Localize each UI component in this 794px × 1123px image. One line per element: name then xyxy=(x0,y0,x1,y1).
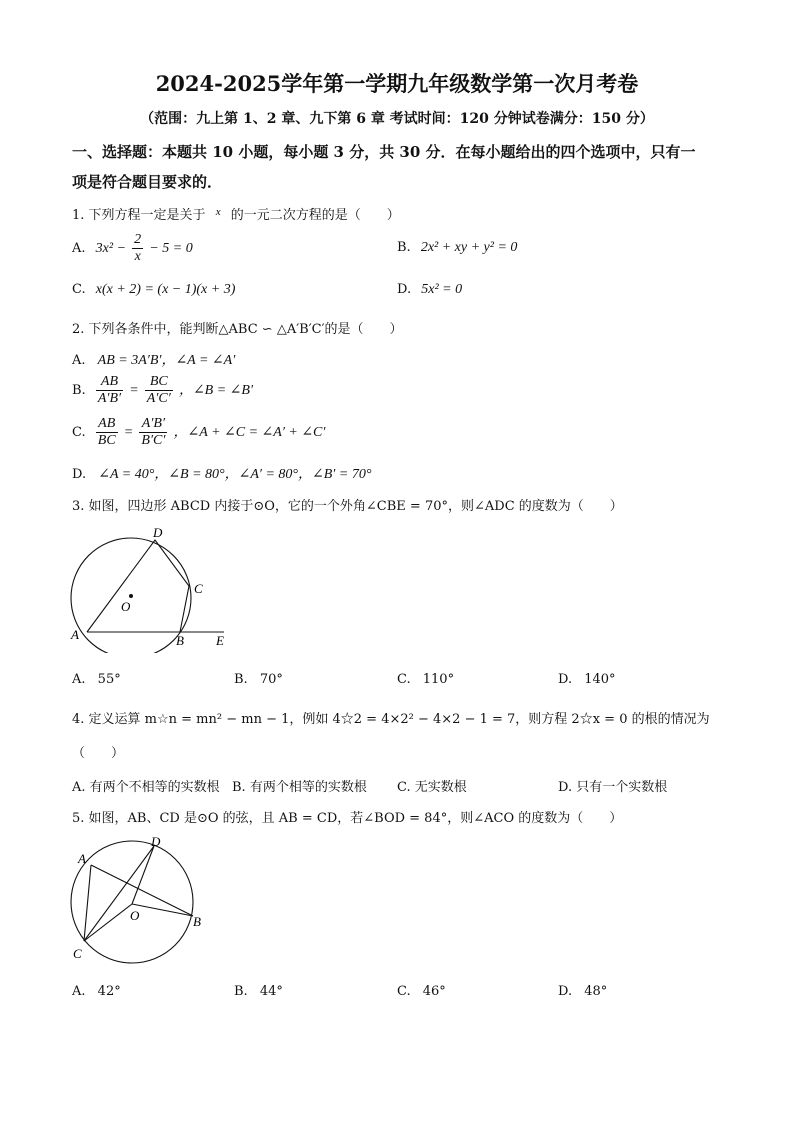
q2-option-b-num-2: BC xyxy=(145,374,173,391)
q1-option-d-label: D. xyxy=(397,282,412,297)
exam-subtitle: （范围：九上第 1、2 章、九下第 6 章 考试时间：120 分钟试卷满分：150 分） xyxy=(140,111,654,127)
q1-option-a-numerator: 2 xyxy=(134,232,142,247)
q3-label-a: A xyxy=(71,627,79,642)
q2-option-a-text: AB = 3A′B′，∠A = ∠A′ xyxy=(97,353,236,368)
q2-option-c-num-2: A′B′ xyxy=(139,416,167,433)
q1-option-a-post: − 5 = 0 xyxy=(149,241,193,256)
q5-option-d-text: 48° xyxy=(584,984,608,999)
q3-option-a-text: 55° xyxy=(97,672,121,687)
q1-option-a[interactable] xyxy=(72,232,193,265)
q2-option-c-label: C. xyxy=(72,425,86,440)
q5-segment-ob xyxy=(132,904,193,916)
q3-option-c-label: C. xyxy=(397,672,411,687)
q2-option-b[interactable] xyxy=(72,374,253,407)
q1-option-a-pre: 3x² − xyxy=(95,241,127,256)
q1-option-b-text: 2x² + xy + y² = 0 xyxy=(420,240,518,255)
q1-stem-b: 的一元二次方程的是（ ） xyxy=(230,208,400,223)
q2-option-b-den-1: A′B′ xyxy=(97,391,122,406)
q5-circle xyxy=(71,841,193,963)
q3-label-b: B xyxy=(176,633,184,648)
q2-option-a-label: A. xyxy=(72,353,86,368)
q2-option-c-fraction-1 xyxy=(96,416,118,449)
q2-option-d-label: D. xyxy=(72,467,87,482)
q5-option-b[interactable] xyxy=(234,984,283,999)
q5-option-a[interactable] xyxy=(72,984,121,999)
q3-option-d[interactable] xyxy=(558,672,616,687)
q5-option-c-label: C. xyxy=(397,984,411,999)
q5-option-d[interactable] xyxy=(558,984,607,999)
q2-option-c-fraction-2 xyxy=(139,416,167,449)
q2-option-d[interactable] xyxy=(72,463,371,483)
q5-option-d-label: D. xyxy=(558,984,573,999)
q3-center-dot xyxy=(129,594,133,598)
q4-option-c[interactable]: C. 无实数根 xyxy=(397,780,467,795)
q2-option-b-fraction-1 xyxy=(96,374,123,407)
q3-label-d: D xyxy=(153,525,163,540)
q3-option-d-text: 140° xyxy=(584,672,616,687)
q2-option-a[interactable] xyxy=(72,349,235,369)
q2-option-b-den-2: A′C′ xyxy=(146,391,171,406)
q2-option-b-fraction-2 xyxy=(145,374,173,407)
q5-segment-co xyxy=(84,904,132,941)
q5-option-a-label: A. xyxy=(72,984,86,999)
q3-quadrilateral xyxy=(87,540,189,632)
q2-option-c-equals: = xyxy=(123,425,134,440)
q1-variable: x xyxy=(215,206,221,218)
q1-option-a-label: A. xyxy=(72,241,86,256)
q3-option-c-text: 110° xyxy=(422,672,455,687)
q2-option-c-post: ，∠A + ∠C = ∠A′ + ∠C′ xyxy=(173,425,326,440)
q5-label-c: C xyxy=(73,946,82,961)
q5-option-b-label: B. xyxy=(234,984,248,999)
q1-stem-a: 1. 下列方程一定是关于 xyxy=(72,208,206,223)
q3-option-b[interactable] xyxy=(234,672,283,687)
q1-option-b-label: B. xyxy=(397,240,411,255)
q3-option-a[interactable] xyxy=(72,672,121,687)
q2-option-c[interactable] xyxy=(72,416,325,449)
q3-option-d-label: D. xyxy=(558,672,573,687)
q2-option-b-label: B. xyxy=(72,383,86,398)
q5-label-b: B xyxy=(193,914,201,929)
q1-option-b[interactable] xyxy=(397,240,517,256)
q2-option-d-text: ∠A = 40°，∠B = 80°，∠A′ = 80°，∠B′ = 70° xyxy=(98,467,372,482)
q2-option-c-den-1: BC xyxy=(97,433,116,448)
q5-stem: 5. 如图，AB、CD 是⊙O 的弦，且 AB = CD，若∠BOD = 84°，则∠ACO 的度数为（ ） xyxy=(72,811,623,826)
q5-chord-ab xyxy=(91,865,193,916)
q2-option-b-post: ，∠B = ∠B′ xyxy=(178,383,254,398)
q2-option-c-den-2: B′C′ xyxy=(141,433,166,448)
q4-option-b[interactable]: B. 有两个相等的实数根 xyxy=(232,780,367,795)
q3-option-c[interactable] xyxy=(397,672,454,687)
exam-title: 2024-2025学年第一学期九年级数学第一次月考卷 xyxy=(155,71,639,96)
q2-option-b-num-1: AB xyxy=(96,374,123,391)
q4-stem: 4. 定义运算 m☆n = mn² − mn − 1，例如 4☆2 = 4×2² − 4×2 − 1 = 7，则方程 2☆x = 0 的根的情况为 xyxy=(72,712,710,727)
q5-label-d: D xyxy=(151,834,161,849)
q5-option-c[interactable] xyxy=(397,984,446,999)
q3-stem: 3. 如图，四边形 ABCD 内接于⊙O，它的一个外角∠CBE = 70°，则∠ADC 的度数为（ ） xyxy=(72,499,623,514)
q4-paren: （ ） xyxy=(72,746,125,761)
q5-option-a-text: 42° xyxy=(97,984,121,999)
q5-segment-ac xyxy=(84,865,91,941)
section-heading-line1: 一、选择题：本题共 10 小题，每小题 3 分，共 30 分．在每小题给出的四个选项中，只有一 xyxy=(72,143,696,161)
q5-option-c-text: 46° xyxy=(422,984,446,999)
q3-option-b-label: B. xyxy=(234,672,248,687)
section-heading-line2: 项是符合题目要求的． xyxy=(72,173,223,191)
q5-chord-cd xyxy=(84,846,154,941)
q2-option-b-equals: = xyxy=(129,383,139,398)
q5-label-o: O xyxy=(130,908,140,923)
q4-option-a[interactable]: A. 有两个不相等的实数根 xyxy=(72,780,220,795)
q1-stem xyxy=(72,204,400,223)
q5-label-a: A xyxy=(78,851,86,866)
q2-option-c-num-1: AB xyxy=(96,416,118,433)
q5-option-b-text: 44° xyxy=(259,984,283,999)
q3-circle-figure xyxy=(62,523,242,653)
q1-option-c-text: x(x + 2) = (x − 1)(x + 3) xyxy=(95,282,236,297)
q3-option-b-text: 70° xyxy=(259,672,283,687)
q1-option-d-text: 5x² = 0 xyxy=(421,282,463,297)
q3-option-a-label: A. xyxy=(72,672,86,687)
q5-circle-figure xyxy=(62,832,222,967)
q1-option-d[interactable] xyxy=(397,282,462,298)
q1-option-c-label: C. xyxy=(72,282,86,297)
q3-label-c: C xyxy=(194,581,203,596)
q1-option-a-fraction xyxy=(132,232,143,265)
q3-label-o: O xyxy=(121,599,131,614)
q3-label-e: E xyxy=(216,633,224,648)
q1-option-a-denominator: x xyxy=(134,249,141,264)
q4-option-d[interactable]: D. 只有一个实数根 xyxy=(558,780,668,795)
q1-option-c[interactable] xyxy=(72,282,235,298)
q2-stem: 2. 下列各条件中，能判断△ABC ∽ △A′B′C′的是（ ） xyxy=(72,322,403,337)
